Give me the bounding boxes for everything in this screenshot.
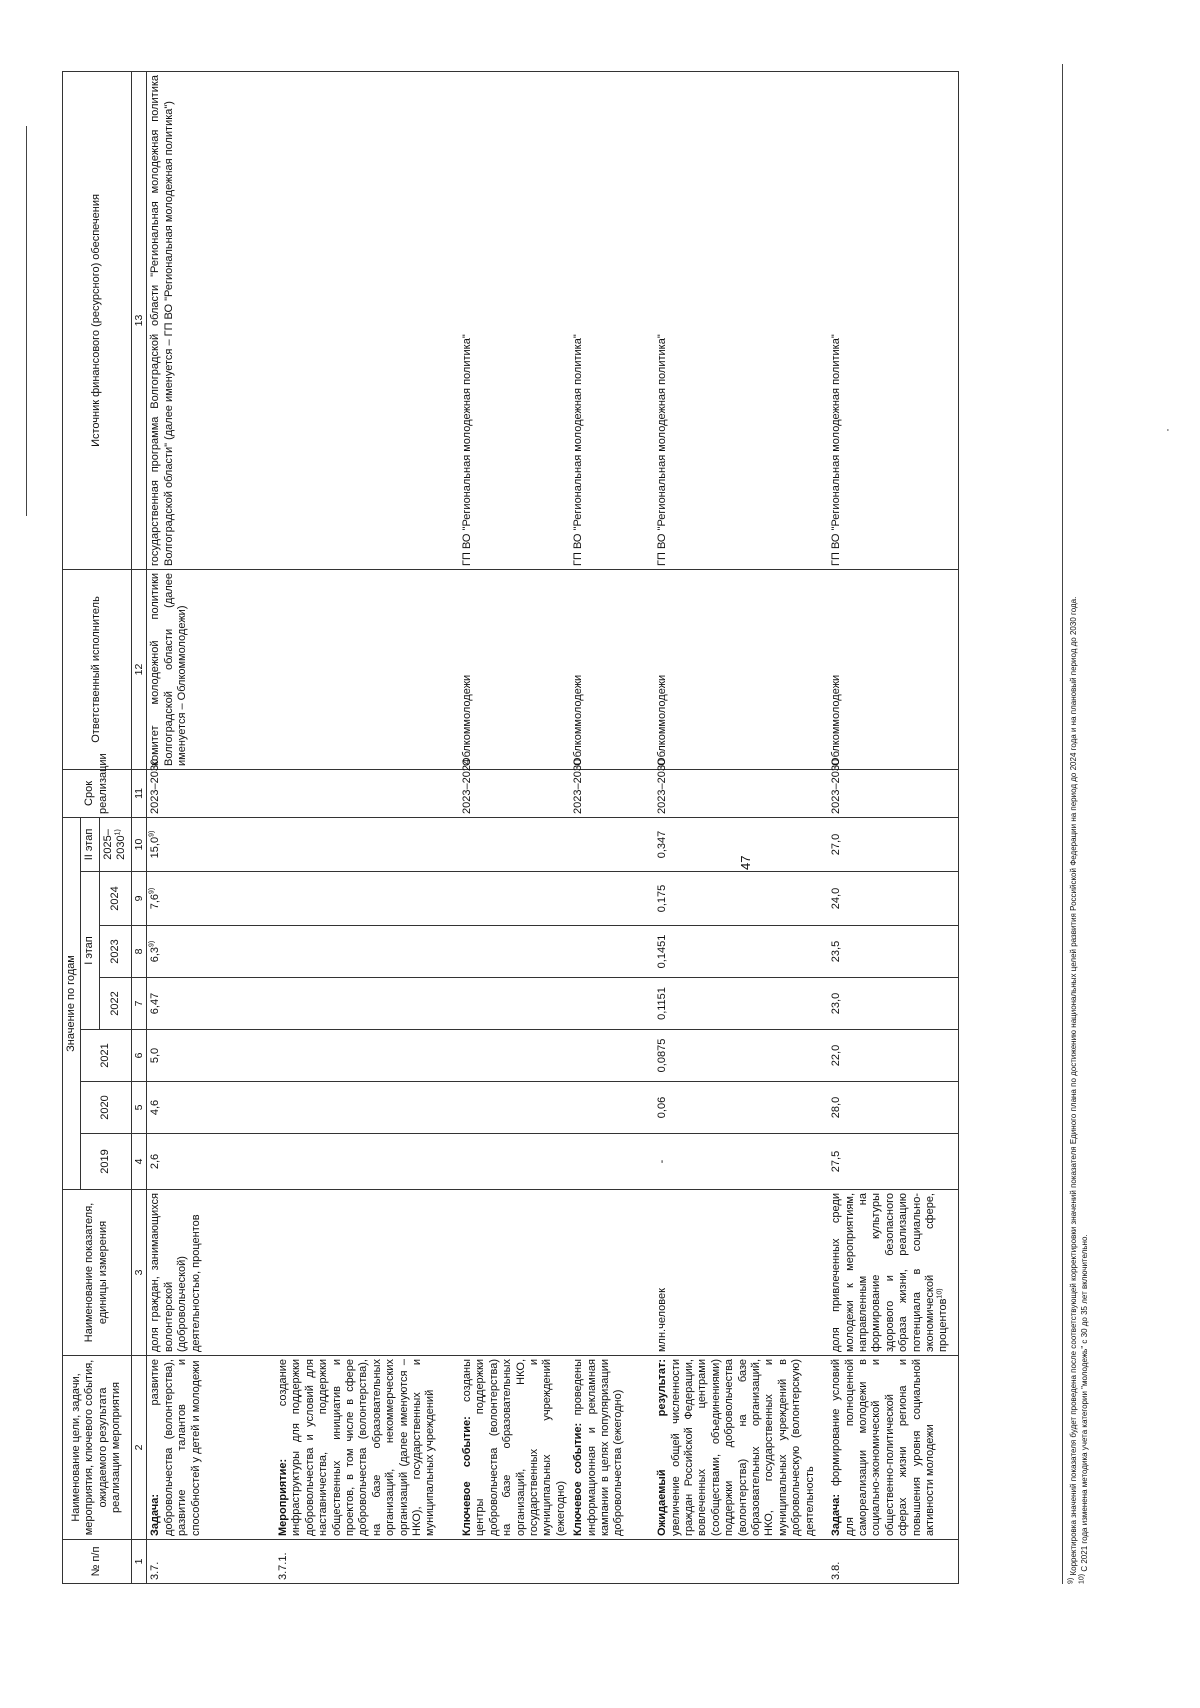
value-2025-2030 bbox=[275, 817, 459, 871]
footnote-mark: 10) bbox=[1078, 1573, 1086, 1584]
row-name bbox=[828, 1356, 958, 1540]
row-label: Задача: bbox=[149, 1493, 162, 1536]
header-2025-2030-label: 2025–2030 bbox=[101, 829, 128, 860]
col-number: 4 bbox=[131, 1134, 147, 1190]
header-2025-2030 bbox=[99, 817, 131, 871]
page-number: 47 bbox=[738, 855, 753, 870]
table-row bbox=[570, 71, 654, 1583]
row-source: ГП ВО "Региональная молодежная политика" bbox=[570, 71, 654, 569]
row-number: 3.8. bbox=[828, 1540, 958, 1584]
value-2021 bbox=[275, 1030, 459, 1082]
row-executor: Облкоммолодежи bbox=[459, 569, 570, 769]
value-2023 bbox=[147, 926, 275, 978]
value-2025-2030 bbox=[570, 817, 654, 871]
value-2024 bbox=[275, 872, 459, 926]
row-number: 3.7.1. bbox=[275, 1540, 459, 1584]
table-header bbox=[63, 71, 147, 1583]
row-indicator bbox=[570, 1190, 654, 1356]
row-label: Ключевое событие: bbox=[460, 1416, 473, 1536]
value-2021 bbox=[570, 1030, 654, 1082]
row-label: Ожидаемый результат: bbox=[656, 1359, 669, 1536]
value-2022: 23,0 bbox=[828, 978, 958, 1030]
header-2021: 2021 bbox=[81, 1030, 131, 1082]
row-text: созданы центры поддержки добровольчества (волонтерства) на базе образовательных организаций, НКО, государственных и муниципальных учреждений (ежегодно) bbox=[460, 1359, 567, 1536]
header-indicator: Наименование показателя, единицы измерения bbox=[63, 1190, 132, 1356]
row-text: развитие добровольчества (волонтерства), развитие талантов и способностей у детей и молодежи bbox=[149, 1359, 202, 1536]
row-text: проведены информационная и рекламная кампании в целях популяризации добровольчества (ежегодно) bbox=[572, 1359, 625, 1536]
row-source: ГП ВО "Региональная молодежная политика" bbox=[828, 71, 958, 569]
footnote-text: Корректировка значений показателя будет проведена после соответствующей корректировки значений показателя Единого плана по достижению национальных целей развития Российской Федерации на период до 2024 года и на плановый период до 2030 года. bbox=[1069, 596, 1078, 1576]
row-indicator: млн.человек bbox=[654, 1190, 828, 1356]
value-2022 bbox=[570, 978, 654, 1030]
col-number: 6 bbox=[131, 1030, 147, 1082]
header-no: № п/п bbox=[63, 1540, 132, 1584]
value-2020 bbox=[570, 1082, 654, 1134]
value-2021: 5,0 bbox=[147, 1030, 275, 1082]
row-text: увеличение общей численности граждан Российской Федерации, вовлеченных центрами (сообществами, объединениями) поддержки добровольчества (волонтерства) на базе образовательных организаций, НКО, государственных и муниципальных учреждений в добровольческую (волонтерскую) деятельность bbox=[669, 1359, 816, 1536]
value-2022: 6,47 bbox=[147, 978, 275, 1030]
header-2024: 2024 bbox=[99, 872, 131, 926]
value-2023-number: 6,3 bbox=[149, 946, 162, 963]
value-2023 bbox=[275, 926, 459, 978]
value-2023: 0,1451 bbox=[654, 926, 828, 978]
col-number: 13 bbox=[131, 71, 147, 569]
value-2023 bbox=[459, 926, 570, 978]
row-number bbox=[459, 1540, 570, 1584]
value-2025-footnote-mark: 9) bbox=[148, 830, 156, 837]
row-source: государственная программа Волгоградской области "Региональная молодежная политика Волгоградской области" (далее именуется – ГП ВО "Региональная молодежная политика") bbox=[147, 71, 275, 569]
row-text: создание инфраструктуры для поддержки добровольчества и условий для наставничества, поддержки общественных инициатив и проектов, в том числе в сфере добровольчества (волонтерства), на базе образовательных организаций, некоммерческих организаций (далее именуются – НКО), государственных и муниципальных учреждений bbox=[276, 1359, 437, 1536]
table-row bbox=[275, 71, 459, 1583]
value-2025-2030 bbox=[459, 817, 570, 871]
value-2023 bbox=[570, 926, 654, 978]
value-2025-number: 15,0 bbox=[149, 836, 162, 859]
header-2022: 2022 bbox=[99, 978, 131, 1030]
row-executor bbox=[275, 569, 459, 769]
row-term bbox=[275, 769, 459, 817]
row-executor: Облкоммолодежи bbox=[828, 569, 958, 769]
header-2019: 2019 bbox=[81, 1134, 131, 1190]
col-number: 10 bbox=[131, 817, 147, 871]
value-2019 bbox=[275, 1134, 459, 1190]
header-executor: Ответственный исполнитель bbox=[63, 569, 132, 769]
value-2023-footnote-mark: 9) bbox=[148, 940, 156, 947]
value-2024 bbox=[570, 872, 654, 926]
footnote-item bbox=[1069, 64, 1080, 1584]
row-term: 2023–2030 bbox=[654, 769, 828, 817]
col-number: 3 bbox=[131, 1190, 147, 1356]
row-indicator: доля граждан, занимающихся волонтерской (добровольческой) деятельностью, процентов bbox=[147, 1190, 275, 1356]
header-2023: 2023 bbox=[99, 926, 131, 978]
col-number: 1 bbox=[131, 1540, 147, 1584]
value-2019: - bbox=[654, 1134, 828, 1190]
row-indicator bbox=[275, 1190, 459, 1356]
value-2021: 0,0875 bbox=[654, 1030, 828, 1082]
value-2019: 2,6 bbox=[147, 1134, 275, 1190]
indicators-table bbox=[62, 71, 959, 1584]
row-name bbox=[654, 1356, 828, 1540]
row-term: 2023–2030 bbox=[828, 769, 958, 817]
footnote-text: С 2021 года изменена методика учета категории "молодежь" с 30 до 35 лет включительно. bbox=[1079, 1234, 1089, 1572]
header-stage-2: II этап bbox=[81, 817, 99, 871]
value-2024: 0,175 bbox=[654, 872, 828, 926]
value-2020: 28,0 bbox=[828, 1082, 958, 1134]
footnotes bbox=[1062, 64, 1091, 1584]
table-row bbox=[654, 71, 828, 1583]
value-2022 bbox=[275, 978, 459, 1030]
table-row bbox=[459, 71, 570, 1583]
row-indicator bbox=[828, 1190, 958, 1356]
value-2024-number: 7,6 bbox=[149, 893, 162, 910]
scan-dot: · bbox=[1160, 428, 1174, 432]
value-2020 bbox=[459, 1082, 570, 1134]
value-2021: 22,0 bbox=[828, 1030, 958, 1082]
row-source bbox=[275, 71, 459, 569]
header-source: Источник финансового (ресурсного) обеспечения bbox=[63, 71, 132, 569]
col-number: 9 bbox=[131, 872, 147, 926]
row-term: 2023–2030 bbox=[570, 769, 654, 817]
value-2020 bbox=[275, 1082, 459, 1134]
row-indicator-text: доля привлеченных среди молодежи к мероприятиям, направленным на формирование культуры здорового и безопасного образа жизни, реализацию потенциала в социально-экономической сфере, процентов bbox=[830, 1193, 950, 1352]
row-name bbox=[570, 1356, 654, 1540]
value-2020: 0,06 bbox=[654, 1082, 828, 1134]
row-label: Ключевое событие: bbox=[572, 1422, 585, 1536]
row-text: формирование условий для полноценной самореализации молодежи в социально-экономической и общественно-политической сферах жизни региона и повышения уровня социальной активности молодежи bbox=[830, 1359, 937, 1536]
value-2021 bbox=[459, 1030, 570, 1082]
row-executor: Облкоммолодежи bbox=[654, 569, 828, 769]
row-label: Задача: bbox=[830, 1493, 843, 1536]
header-term: Срок реализации bbox=[63, 769, 132, 817]
row-source: ГП ВО "Региональная молодежная политика" bbox=[459, 71, 570, 569]
header-2025-2030-footnote-mark: 1) bbox=[114, 829, 122, 836]
row-name bbox=[275, 1356, 459, 1540]
value-2024 bbox=[147, 872, 275, 926]
value-2019: 27,5 bbox=[828, 1134, 958, 1190]
top-rule bbox=[26, 126, 27, 516]
value-2025-2030: 0,347 bbox=[654, 817, 828, 871]
value-2024-footnote-mark: 9) bbox=[148, 887, 156, 894]
value-2022 bbox=[459, 978, 570, 1030]
row-name bbox=[459, 1356, 570, 1540]
value-2024: 24,0 bbox=[828, 872, 958, 926]
row-executor: комитет молодежной политики Волгоградской области (далее именуется – Облкоммолодежи) bbox=[147, 569, 275, 769]
value-2025-2030 bbox=[147, 817, 275, 871]
header-name: Наименование цели, задачи, мероприятия, ключевого события, ожидаемого результата реализации мероприятия bbox=[63, 1356, 132, 1540]
value-2019 bbox=[459, 1134, 570, 1190]
row-executor: Облкоммолодежи bbox=[570, 569, 654, 769]
row-number bbox=[570, 1540, 654, 1584]
column-numbers-row bbox=[131, 71, 147, 1583]
row-number: 3.7. bbox=[147, 1540, 275, 1584]
col-number: 12 bbox=[131, 569, 147, 769]
col-number: 11 bbox=[131, 769, 147, 817]
header-stage-1: I этап bbox=[81, 872, 99, 1030]
col-number: 8 bbox=[131, 926, 147, 978]
value-2024 bbox=[459, 872, 570, 926]
footnote-mark: 9) bbox=[1067, 1577, 1075, 1584]
footnote-item bbox=[1080, 64, 1091, 1584]
value-2020: 4,6 bbox=[147, 1082, 275, 1134]
table-row bbox=[828, 71, 958, 1583]
value-2019 bbox=[570, 1134, 654, 1190]
header-2020: 2020 bbox=[81, 1082, 131, 1134]
row-label: Мероприятие: bbox=[276, 1458, 289, 1536]
row-indicator bbox=[459, 1190, 570, 1356]
col-number: 2 bbox=[131, 1356, 147, 1540]
value-2025-2030: 27,0 bbox=[828, 817, 958, 871]
value-2023: 23,5 bbox=[828, 926, 958, 978]
col-number: 5 bbox=[131, 1082, 147, 1134]
row-source: ГП ВО "Региональная молодежная политика" bbox=[654, 71, 828, 569]
table-body bbox=[147, 71, 958, 1583]
row-term: 2023–2024 bbox=[459, 769, 570, 817]
row-number bbox=[654, 1540, 828, 1584]
row-term: 2023–2030 bbox=[147, 769, 275, 817]
header-values-by-year: Значение по годам bbox=[63, 817, 81, 1189]
row-name bbox=[147, 1356, 275, 1540]
col-number: 7 bbox=[131, 978, 147, 1030]
table-row bbox=[147, 71, 275, 1583]
row-indicator-footnote-mark: 10) bbox=[936, 1288, 944, 1299]
value-2022: 0,1151 bbox=[654, 978, 828, 1030]
